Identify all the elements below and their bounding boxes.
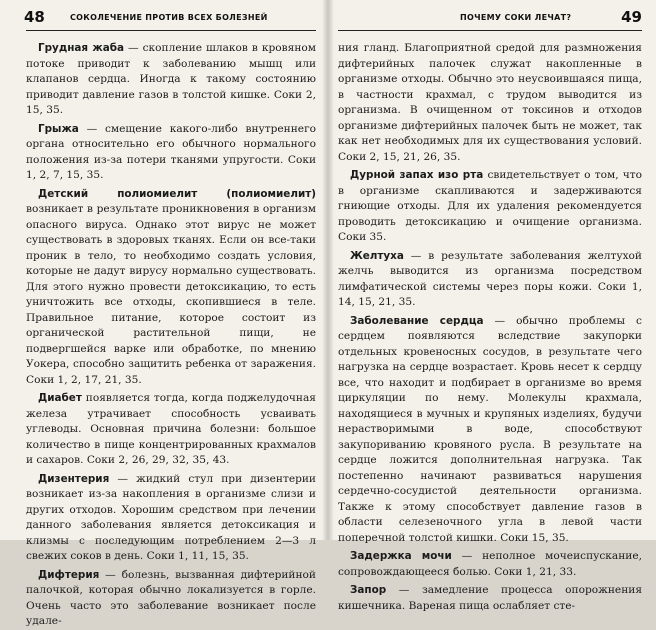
entry-paragraph (338, 168, 642, 246)
entry-term: Диабет (38, 392, 82, 404)
entry-term: Дифтерия (38, 568, 100, 581)
entry-text: — смещение какого-либо внутреннего органа относительно его обычного нормального положения из-за потери тканями упругости. Соки 1, 2, 7, 15, 35. (26, 122, 316, 181)
entry-text: — в результате заболевания желтухой желчь выводится из организма посредством лимфатической системы через поры кожи. Соки 1, 14, 15, 21, 35. (338, 249, 642, 308)
entry-text: свидетельствует о том, что в организме скапливаются и задерживаются гниющие отходы. Для их удаления рекомендуется проводить детоксикацию и очищение организма. Соки 35. (338, 169, 642, 243)
entry-paragraph (338, 249, 642, 311)
continued-paragraph: ния гланд. Благоприятной средой для размножения дифтерийных палочек служат накопленные в организме отходы. Обычно это неусвоившаяся пища, в частности крахмал, с трудом выводится из организма. В очищенном от токсинов и отходов организме дифтерийных палочек быть не может, так как нет необходимых для их существования условий. Соки 2, 15, 21, 26, 35. (338, 42, 642, 163)
entry-term: Дизентерия (38, 472, 110, 485)
entry-term: Желтуха (350, 249, 404, 262)
entry-text: — скопление шлаков в кровяном потоке приводит к заболеванию мышц или клапанов сердца. Иногда к такому состоянию приводит давление газов в толстой кишке. Соки 2, 15, 35. (26, 42, 316, 116)
entry-text: возникает в результате проникновения в организм опасного вируса. Однако этот вирус не может существовать в здоровых тканях. Если он все-таки проник в тело, то необходимо создать условия, которые не дадут вирусу нормально существовать. Для этого нужно провести детоксикацию, то есть уничтожить все отходы, скопившиеся в теле. Правильное питание, которое состоит из органической растительной пищи, не подвергшейся варке или обработке, по мнению Уокера, способно защитить ребенка от заражения. Соки 1, 2, 17, 21, 35. (26, 203, 316, 386)
entry-paragraph (338, 314, 642, 547)
right-page-number: 49 (621, 8, 642, 26)
left-page-body (26, 41, 316, 630)
entry-term: Заболевание сердца (350, 314, 484, 327)
left-page-number: 48 (24, 8, 45, 26)
entry-text: — жидкий стул при дизентерии возникает из-за накопления в организме слизи и других отходов. Хорошим средством при лечении данного заболевания является детоксикация и клизмы с последующим потреблением 2—3 л свежих соков в день. Соки 1, 11, 15, 35. (26, 472, 316, 562)
left-page (0, 0, 326, 627)
left-running-title: СОКОЛЕЧЕНИЕ ПРОТИВ ВСЕХ БОЛЕЗНЕЙ (70, 13, 268, 22)
right-page (326, 0, 656, 612)
entry-term: Грудная жаба (38, 42, 124, 54)
right-page-header (338, 0, 642, 31)
entry-term: Грыжа (38, 122, 79, 135)
entry-term: Запор (350, 584, 387, 596)
right-page-body (338, 41, 642, 614)
entry-text: — замедление процесса опорожнения кишечника. Вареная пища ослабляет сте- (338, 584, 642, 612)
entry-paragraph (338, 549, 642, 580)
entry-paragraph (26, 122, 316, 184)
entry-term: Дурной запах изо рта (350, 169, 484, 181)
entry-term: Детский полиомиелит (полиомиелит) (38, 187, 316, 200)
entry-paragraph (26, 41, 316, 119)
left-page-header (26, 0, 316, 31)
entry-paragraph (338, 583, 642, 614)
entry-text: — обычно проблемы с сердцем появляются вследствие закупорки отдельных кровеносных сосудов, в результате чего нагрузка на сердце возрастает. Кровь несет к сердцу все, что находит и подбирает в организме во время циркуляции по нему. Молекулы крахмала, находящиеся в мучных и крупяных изделиях, будучи нерастворимыми в воде, способствуют закупориванию кровяного русла. В результате на сердце ложится дополнительная нагрузка. Так постепенно начинают развиваться нарушения сердечно-сосудистой деятельности организма. Также к этому способствует давление газов в области селезеночного угла в левой части поперечной толстой кишки. Соки 15, 35. (338, 314, 642, 544)
entry-paragraph (26, 391, 316, 469)
entry-term: Задержка мочи (350, 550, 452, 562)
entry-text: появляется тогда, когда поджелудочная железа утрачивает способность усваивать углеводы. Основная причина болезни: большое количество в пище концентрированных крахмалов и сахаров. Соки 2, 26, 29, 32, 35, 43. (26, 392, 316, 466)
entry-paragraph (26, 472, 316, 565)
entry-text: — болезнь, вызванная дифтерийной палочкой, которая обычно локализуется в горле. Очень часто это заболевание возникает после удале- (26, 568, 316, 627)
entry-paragraph (26, 187, 316, 389)
entry-paragraph (26, 568, 316, 630)
entry-text: — неполное мочеиспускание, сопровождающееся болью. Соки 1, 21, 33. (338, 550, 642, 578)
right-running-title: ПОЧЕМУ СОКИ ЛЕЧАТ? (460, 13, 572, 22)
